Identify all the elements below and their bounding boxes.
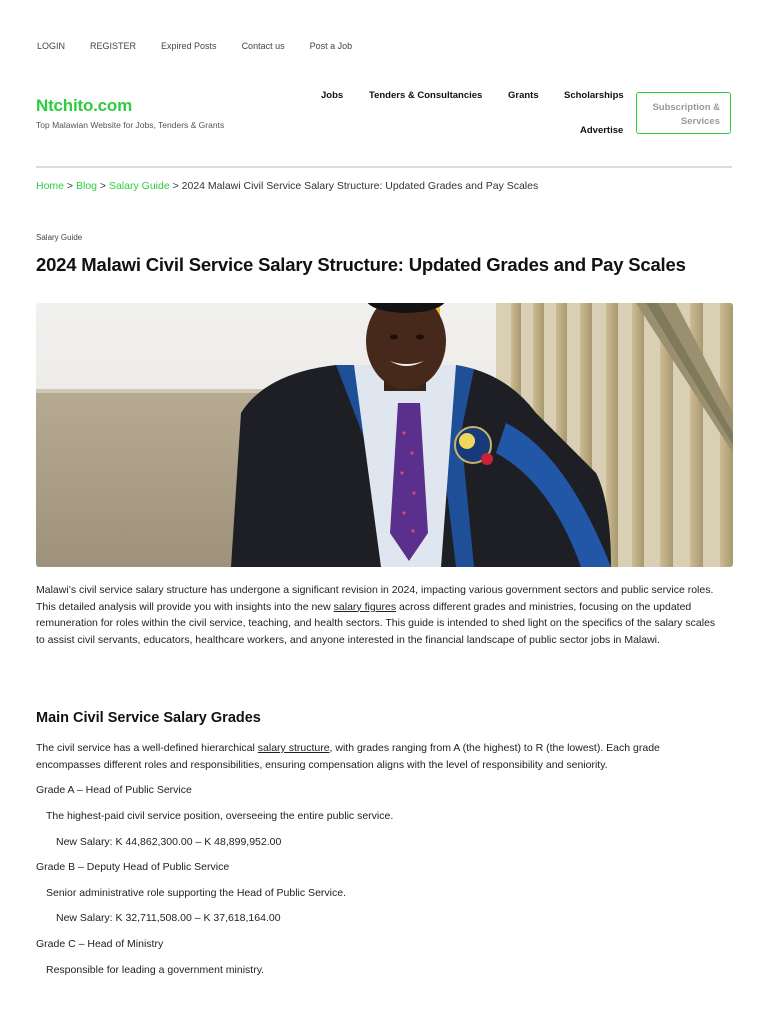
post-a-job-link[interactable]: Post a Job [309,41,353,51]
expired-posts-link[interactable]: Expired Posts [161,41,217,51]
grade-salary: New Salary: K 32,711,508.00 – K 37,618,164.00 [56,912,281,924]
grade-description: Responsible for leading a government ministry. [46,964,265,976]
breadcrumb-salary-guide[interactable]: Salary Guide [108,180,170,192]
nav-tenders[interactable]: Tenders & Consultancies [369,90,483,101]
contact-us-link[interactable]: Contact us [241,41,285,51]
site-brand [36,96,224,130]
page-title: 2024 Malawi Civil Service Salary Structure: Updated Grades and Pay Scales [36,254,686,275]
register-link[interactable]: REGISTER [90,41,137,51]
intro-paragraph [36,582,726,649]
nav-jobs[interactable]: Jobs [321,90,344,101]
breadcrumb-blog[interactable]: Blog [75,180,97,192]
intro-text-part2: across different grades and ministries, focusing on the updated remuneration for roles within the civil service, teaching, and health sectors. This guide is intended to shed light on the specifics of the salary scales to assist civil servants, educators, healthcare workers, and anyone interested in the financial landscape of public sector jobs in Malawi. [36,600,716,647]
salary-figures-link[interactable]: salary figures [333,600,397,613]
grade-title: Grade C – Head of Ministry [36,938,164,950]
grade-title: Grade A – Head of Public Service [36,784,192,796]
login-link[interactable]: LOGIN [37,41,66,51]
breadcrumb-separator: > [97,180,109,192]
grade-description: Senior administrative role supporting the Head of Public Service. [46,887,346,899]
subscription-services-button[interactable] [636,92,731,134]
grade-description: The highest-paid civil service position, overseeing the entire public service. [46,810,394,822]
grade-salary: New Salary: K 44,862,300.00 – K 48,899,952.00 [56,836,282,848]
nav-grants[interactable]: Grants [508,90,539,101]
salary-structure-link[interactable]: salary structure [257,742,330,754]
section-intro-paragraph [36,740,726,773]
nav-scholarships[interactable]: Scholarships [564,90,624,101]
breadcrumb-separator: > [169,180,182,192]
site-tagline: Top Malawian Website for Jobs, Tenders & Grants [36,120,225,130]
subscription-label-line2: Services [680,116,720,127]
top-utility-nav [37,41,377,51]
post-category[interactable]: Salary Guide [36,233,83,242]
grade-title: Grade B – Deputy Head of Public Service [36,861,230,873]
breadcrumb-separator: > [64,180,76,192]
section-intro-part1: The civil service has a well-defined hierarchical [36,742,258,754]
intro-text-part1: Malawi’s civil service salary structure has undergone a significant revision in 2024, impacting various government sectors and public service roles. This detailed analysis will provide you with insights into the new [36,584,714,613]
section-intro-part2: , with grades ranging from A (the highest) to R (the lowest). Each grade encompasses different roles and responsibilities, ensuring compensation aligns with the level of responsibility and seniority. [36,742,660,771]
graduate-photo-illustration [36,303,733,567]
hero-image [36,303,733,567]
breadcrumb [36,180,538,192]
header-divider [36,166,732,168]
site-logo[interactable]: Ntchito.com [36,96,133,115]
section-heading: Main Civil Service Salary Grades [36,710,261,726]
nav-advertise[interactable]: Advertise [580,125,624,136]
breadcrumb-current: 2024 Malawi Civil Service Salary Structure: Updated Grades and Pay Scales [181,180,539,192]
breadcrumb-home[interactable]: Home [36,180,65,192]
subscription-label-line1: Subscription & [652,102,720,113]
